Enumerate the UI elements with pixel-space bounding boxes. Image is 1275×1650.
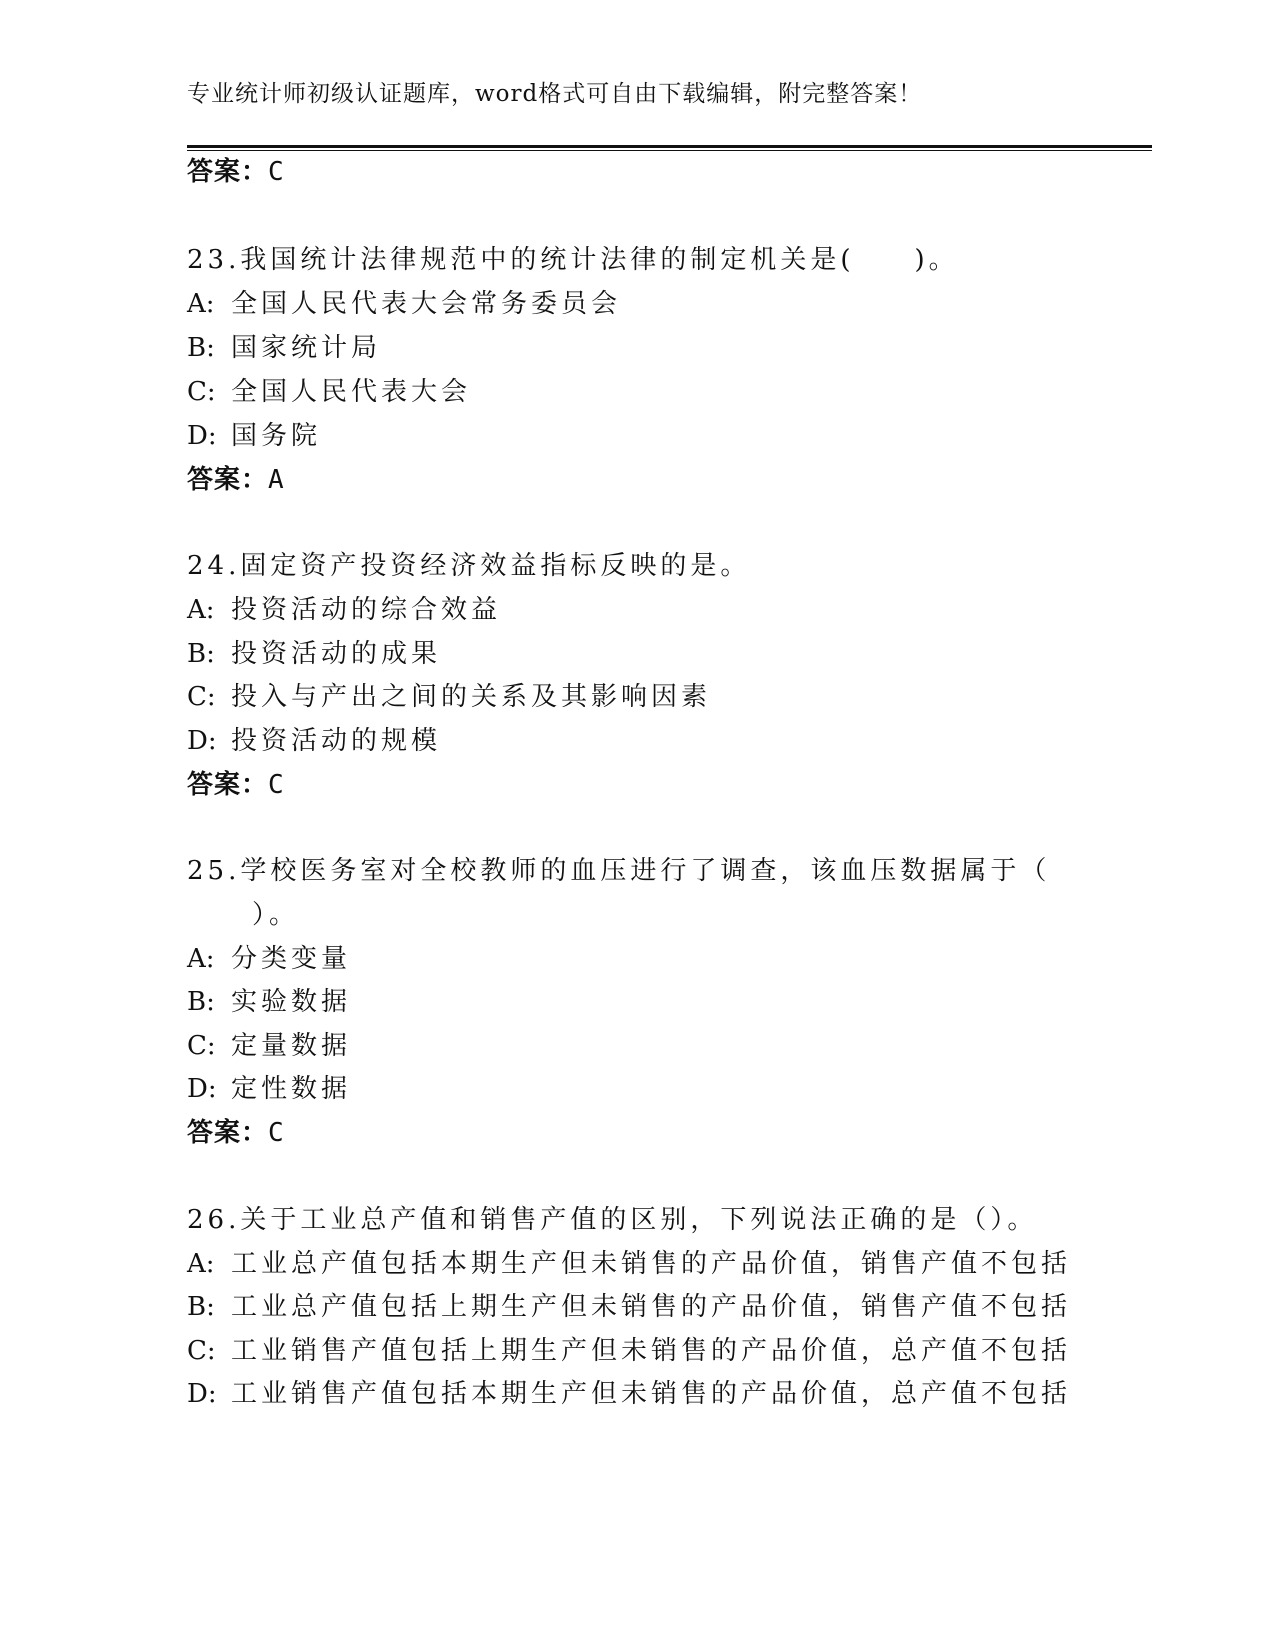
answer-label: 答案： xyxy=(187,465,269,495)
option-text: 工业销售产值包括上期生产但未销售的产品价值，总产值不包括 xyxy=(231,1336,1072,1366)
answer-label: 答案： xyxy=(187,1118,269,1148)
option-text: 工业总产值包括上期生产但未销售的产品价值，销售产值不包括 xyxy=(231,1292,1072,1322)
option-text: 定性数据 xyxy=(231,1074,352,1104)
option-key: B: xyxy=(187,987,215,1017)
header-rule-thin xyxy=(187,150,1152,151)
option-text: 全国人民代表大会常务委员会 xyxy=(231,289,622,319)
answer-label: 答案： xyxy=(187,770,269,800)
option-text: 国务院 xyxy=(231,421,322,451)
question-25-option-c xyxy=(187,1030,351,1062)
question-25-option-b xyxy=(187,986,351,1018)
option-key: A: xyxy=(187,289,215,319)
option-text: 实验数据 xyxy=(231,987,352,1017)
option-key: A: xyxy=(187,944,215,974)
question-23-option-a xyxy=(187,288,621,320)
question-26-option-c xyxy=(187,1335,1071,1367)
option-text: 工业销售产值包括本期生产但未销售的产品价值，总产值不包括 xyxy=(231,1379,1072,1409)
option-text: 投资活动的成果 xyxy=(231,639,442,669)
option-text: 投资活动的综合效益 xyxy=(231,595,502,625)
question-24-option-d xyxy=(187,725,441,757)
question-25-stem-line1: 25.学校医务室对全校教师的血压进行了调查，该血压数据属于（ xyxy=(187,856,1051,886)
option-key: D: xyxy=(187,421,217,451)
question-25-stem-line2: ）。 xyxy=(252,900,300,930)
option-text: 投资活动的规模 xyxy=(231,726,442,756)
question-24-option-a xyxy=(187,594,501,626)
answer-value: C xyxy=(268,770,285,800)
question-24-option-b xyxy=(187,638,441,670)
option-key: D: xyxy=(187,1074,217,1104)
page-header: 专业统计师初级认证题库，word格式可自由下载编辑，附完整答案！ xyxy=(187,81,923,107)
option-key: C: xyxy=(187,682,216,712)
option-key: B: xyxy=(187,1292,215,1322)
answer-q23 xyxy=(187,464,285,496)
option-key: B: xyxy=(187,333,215,363)
question-23-option-c xyxy=(187,376,471,408)
option-key: A: xyxy=(187,1249,215,1279)
question-24-stem: 24.固定资产投资经济效益指标反映的是。 xyxy=(187,551,751,581)
question-26-stem: 26.关于工业总产值和销售产值的区别，下列说法正确的是（）。 xyxy=(187,1205,1038,1235)
answer-q22 xyxy=(187,156,285,188)
question-25-option-a xyxy=(187,943,351,975)
answer-value: C xyxy=(268,157,285,187)
answer-label: 答案： xyxy=(187,157,269,187)
question-23-option-b xyxy=(187,332,381,364)
option-text: 国家统计局 xyxy=(231,333,382,363)
answer-value: A xyxy=(268,465,285,495)
option-key: C: xyxy=(187,1336,216,1366)
option-key: D: xyxy=(187,1379,217,1409)
option-text: 工业总产值包括本期生产但未销售的产品价值，销售产值不包括 xyxy=(231,1249,1072,1279)
option-text: 投入与产出之间的关系及其影响因素 xyxy=(231,682,712,712)
option-key: C: xyxy=(187,377,216,407)
option-text: 分类变量 xyxy=(231,944,352,974)
question-26-option-b xyxy=(187,1291,1071,1323)
answer-q25 xyxy=(187,1117,285,1149)
option-key: C: xyxy=(187,1031,216,1061)
option-key: A: xyxy=(187,595,215,625)
question-25-option-d xyxy=(187,1073,351,1105)
question-24-option-c xyxy=(187,681,711,713)
question-26-option-d xyxy=(187,1378,1071,1410)
question-26-option-a xyxy=(187,1248,1071,1280)
answer-value: C xyxy=(268,1118,285,1148)
question-23-stem: 23.我国统计法律规范中的统计法律的制定机关是( )。 xyxy=(187,245,959,275)
question-23-option-d xyxy=(187,420,321,452)
answer-q24 xyxy=(187,769,285,801)
option-text: 全国人民代表大会 xyxy=(231,377,472,407)
header-rule-thick xyxy=(187,145,1152,148)
option-text: 定量数据 xyxy=(231,1031,352,1061)
option-key: D: xyxy=(187,726,217,756)
option-key: B: xyxy=(187,639,215,669)
